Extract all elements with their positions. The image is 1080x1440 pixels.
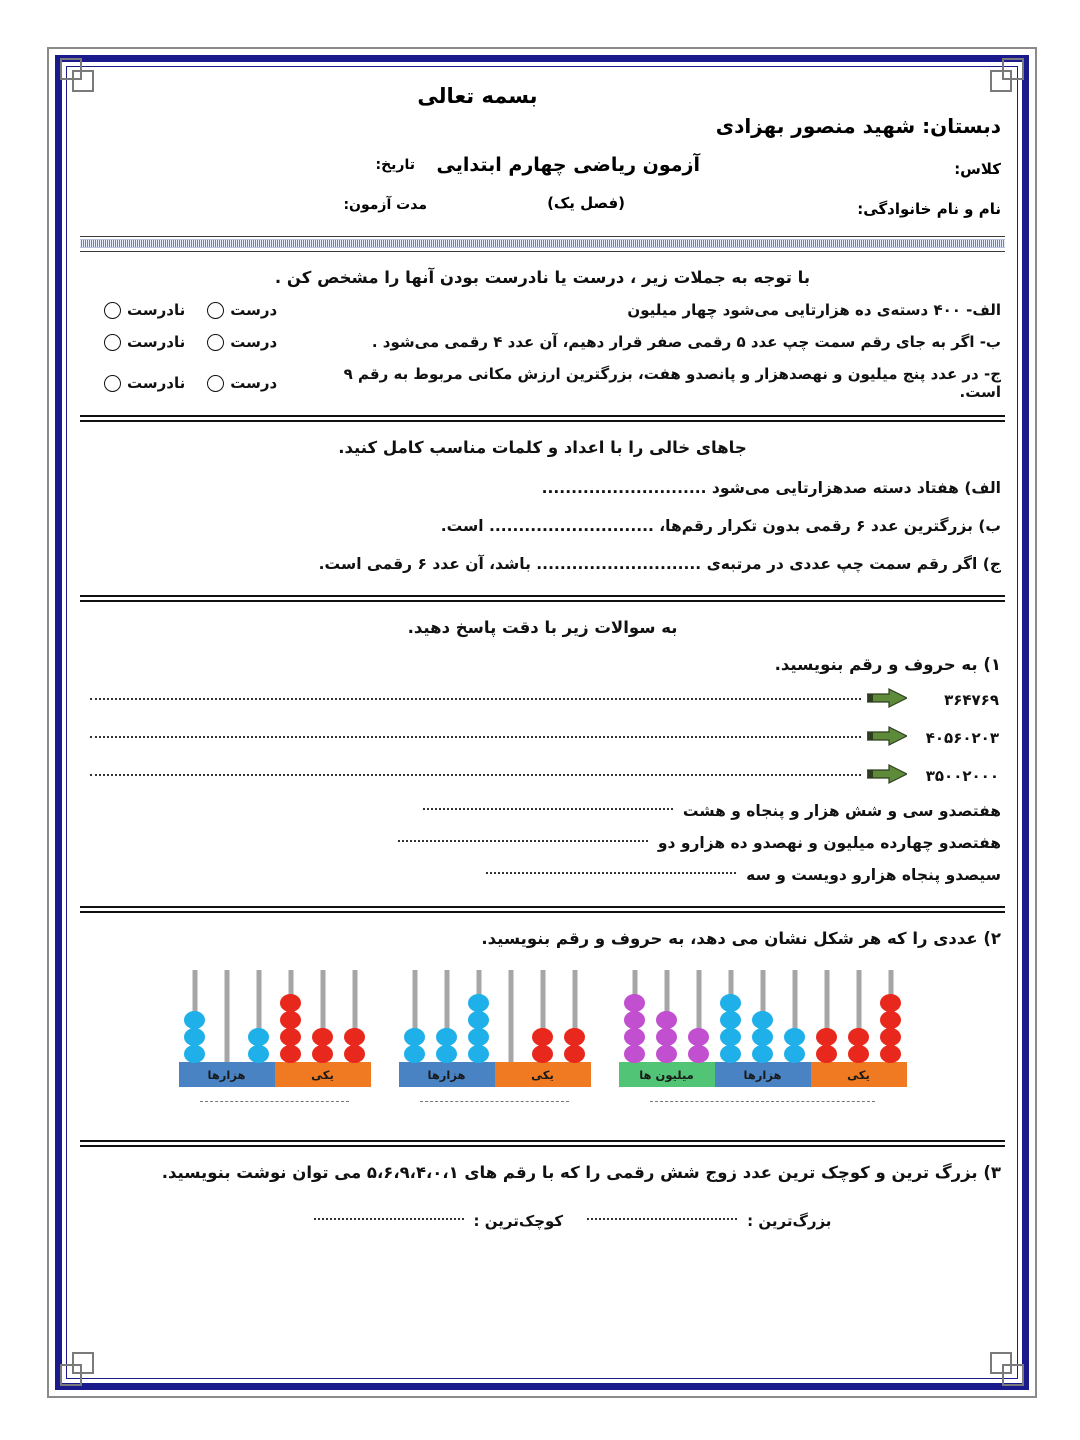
question3-largest-label: بزرگ‌ترین : [747,1212,832,1230]
question1-word-blank[interactable] [486,872,736,874]
abacus-bead [720,994,741,1012]
student-name-field-label: نام و نام خانوادگی: [857,200,1001,218]
abacus-rod [875,970,907,1062]
abacus-bead [880,1011,901,1029]
abacus [179,970,371,1102]
question1-word-text: سیصدو پنجاه هزارو دویست و سه [746,866,1001,884]
question3-title: ۳) بزرگ ترین و کوچک ترین عدد زوج شش رقمی را که با رقم های ۵،۶،۹،۴،۰،۱ می توان نوشت بنویسید. [161,1163,1001,1182]
fill-prompt: جاهای خالی را با اعداد و کلمات مناسب کامل کنید. [338,438,747,457]
questions-prompt: به سوالات زیر با دقت پاسخ دهید. [407,618,678,637]
abacus-answer-blank[interactable] [650,1101,875,1102]
question1-word-row [80,866,1005,884]
abacus-label-ones: یکی [811,1062,907,1087]
abacus-bead [404,1045,425,1063]
abacus-label-thousands: هزارها [179,1062,275,1087]
abacus-rod [651,970,683,1062]
abacus-rod [715,970,747,1062]
abacus-bead [816,1045,837,1063]
abacus-bead [720,1011,741,1029]
abacus-rod [843,970,875,1062]
abacus-bead [720,1045,741,1063]
worksheet-header [80,72,1005,232]
section-divider-3 [80,906,1005,913]
abacus-bead [752,1028,773,1046]
abacus-bead [184,1028,205,1046]
abacus-rods [399,970,591,1062]
abacus-bead [344,1045,365,1063]
abacus-rod [747,970,779,1062]
abacus [619,970,907,1102]
fill-text-after: باشد، آن عدد ۶ رقمی است. [318,555,537,573]
truefalse-option-false-label: نادرست [127,374,186,392]
duration-field-label: مدت آزمون: [343,197,427,213]
arrow-right-icon [867,688,907,708]
question1-word-row [80,802,1005,820]
question1-title: ۱) به حروف و رقم بنویسید. [774,655,1001,674]
truefalse-option-true-label: درست [230,374,278,392]
abacus-rod [339,970,371,1062]
truefalse-option-false[interactable] [104,333,185,351]
section-divider-2 [80,595,1005,602]
truefalse-option-true[interactable] [207,374,277,392]
abacus-label-ones: یکی [275,1062,371,1087]
arrow-right-icon [867,726,907,746]
abacus-rod [211,970,243,1062]
abacus-bead [280,1011,301,1029]
abacus-label-millions: میلیون ها [619,1062,715,1087]
abacus-bead [468,1045,489,1063]
abacus-rod [431,970,463,1062]
abacus-bead [656,1028,677,1046]
radio-circle-icon[interactable] [207,302,224,319]
question1-number-row [80,726,1005,750]
truefalse-option-false[interactable] [104,374,185,392]
abacus-bead [656,1045,677,1063]
abacus-bead [532,1028,553,1046]
abacus-bead [280,1028,301,1046]
abacus-place-labels [619,1062,907,1087]
abacus [399,970,591,1102]
question1-number-value: ۴۰۵۶۰۲۰۳ [925,729,999,747]
abacus-place-labels [399,1062,591,1087]
header-separator [80,236,1005,252]
question1-word-row [80,834,1005,852]
question1-word-text: هفتصدو سی و شش هزار و پنجاه و هشت [682,802,1001,820]
question1-answer-blank[interactable] [90,736,861,738]
abacus-label-thousands: هزارها [715,1062,811,1087]
abacus-bead [688,1045,709,1063]
abacus-rod [619,970,651,1062]
truefalse-option-false-label: نادرست [127,301,186,319]
truefalse-row [80,301,1005,319]
abacus-bead [848,1028,869,1046]
abacus-bead [344,1028,365,1046]
fill-row [80,555,1005,573]
truefalse-list [80,301,1005,401]
question1-number-value: ۳۶۴۷۶۹ [944,691,999,709]
fill-list [80,479,1005,573]
abacus-rod [683,970,715,1062]
fill-blank[interactable]: ............................ [541,479,707,497]
question3-smallest-label: کوچک‌ترین : [473,1212,564,1230]
abacus-bead [436,1045,457,1063]
abacus-bead [752,1045,773,1063]
section-divider-1 [80,415,1005,422]
abacus-bead [312,1045,333,1063]
abacus-bead [624,1028,645,1046]
truefalse-option-true-label: درست [230,301,278,319]
arrow-right-icon-wrap [867,726,907,750]
radio-circle-icon[interactable] [104,334,121,351]
exam-title: آزمون ریاضی چهارم ابتدایی [436,154,700,176]
section-divider-4 [80,1140,1005,1147]
truefalse-option-false-label: نادرست [127,333,186,351]
arrow-right-icon-wrap [867,764,907,788]
truefalse-statement: ب- اگر به جای رقم سمت چپ عدد ۵ رقمی صفر قرار دهیم، آن عدد ۴ رقمی می‌شود . [371,333,1001,351]
fill-row [80,479,1005,497]
abacus-label-thousands: هزارها [399,1062,495,1087]
abacus-bead [248,1045,269,1063]
class-field-label: کلاس: [954,160,1001,178]
abacus-bead [848,1045,869,1063]
abacus-bead [468,1011,489,1029]
abacus-bead [564,1045,585,1063]
abacus-rod [463,970,495,1062]
question1-word-text: هفتصدو چهارده میلیون و نهصدو ده هزارو دو [657,834,1001,852]
truefalse-prompt: با توجه به جملات زیر ، درست یا نادرست بودن آنها را مشخص کن . [274,268,811,287]
abacus-rod-stick [224,970,229,1062]
radio-circle-icon[interactable] [104,302,121,319]
radio-circle-icon[interactable] [104,375,121,392]
abacus-bead [656,1011,677,1029]
arrow-right-icon [867,764,907,784]
abacus-rods [179,970,371,1062]
abacus-rod [559,970,591,1062]
radio-circle-icon[interactable] [207,375,224,392]
question3-smallest-blank[interactable] [314,1218,464,1220]
fill-text-before: ب) بزرگترین عدد ۶ رقمی بدون تکرار رقم‌ها، [653,517,1001,535]
question1-answer-blank[interactable] [90,698,861,700]
abacus-bead [784,1028,805,1046]
date-field-label: تاریخ: [375,157,415,173]
worksheet-content [80,72,1005,1372]
truefalse-row [80,365,1005,401]
abacus-answer-blank[interactable] [420,1101,570,1102]
abacus-rod [179,970,211,1062]
abacus-rod [779,970,811,1062]
bismillah-text: بسمه تعالی [417,84,538,108]
abacus-bead [752,1011,773,1029]
abacus-bead [248,1028,269,1046]
abacus-rod [527,970,559,1062]
abacus-bead [280,994,301,1012]
abacus-answer-blank[interactable] [200,1101,350,1102]
fill-text-before: الف) هفتاد دسته صدهزارتایی می‌شود [706,479,1001,497]
exam-chapter: (فصل یک) [547,194,625,212]
fill-blank[interactable]: ............................ [536,555,702,573]
abacus-rod-stick [508,970,513,1062]
abacus-bead [404,1028,425,1046]
abacus-rod [811,970,843,1062]
question1-number-row [80,764,1005,788]
abacus-bead [624,994,645,1012]
abacus-place-labels [179,1062,371,1087]
abacus-bead [880,1045,901,1063]
question1-word-blank[interactable] [398,840,648,842]
question1-answer-blank[interactable] [90,774,861,776]
abacus-rod [275,970,307,1062]
abacus-bead [280,1045,301,1063]
abacus-bead [880,994,901,1012]
abacus-bead [184,1045,205,1063]
abacus-bead [624,1045,645,1063]
abacus-rods [619,970,907,1062]
abacus-bead [532,1045,553,1063]
truefalse-row [80,333,1005,351]
abacus-rod [307,970,339,1062]
abacus-bead [184,1011,205,1029]
abacus-label-ones: یکی [495,1062,591,1087]
abacus-bead [880,1028,901,1046]
fill-text-before: ج) اگر رقم سمت چپ عددی در مرتبه‌ی [701,555,1001,573]
truefalse-statement: ج- در عدد پنج میلیون و نهصدهزار و پانصدو هفت، بزرگترین ارزش مکانی مربوط به رقم ۹ است. [343,365,1001,401]
separator-band [80,239,1005,248]
abacus-bead [688,1028,709,1046]
question1-number-value: ۳۵۰۰۲۰۰۰ [925,767,999,785]
truefalse-option-true-label: درست [230,333,278,351]
question3-answers [80,1212,1005,1230]
question2-title: ۲) عددی را که هر شکل نشان می دهد، به حروف و رقم بنویسید. [481,929,1001,948]
fill-row [80,517,1005,535]
abacus-bead [784,1045,805,1063]
fill-text-after: است. [440,517,489,535]
arrow-right-icon-wrap [867,688,907,712]
abacus-rod [243,970,275,1062]
abacus-group [80,970,1005,1102]
truefalse-option-false[interactable] [104,301,185,319]
abacus-bead [312,1028,333,1046]
abacus-bead [564,1028,585,1046]
abacus-bead [436,1028,457,1046]
question1-number-row [80,688,1005,712]
question1-word-lines [80,802,1005,884]
fill-blank[interactable]: ............................ [489,517,654,535]
question1-number-lines [80,688,1005,788]
abacus-bead [816,1028,837,1046]
abacus-bead [624,1011,645,1029]
abacus-rod [399,970,431,1062]
abacus-bead [720,1028,741,1046]
truefalse-option-true[interactable] [207,333,277,351]
abacus-rod [495,970,527,1062]
truefalse-statement: الف- ۴۰۰ دسته‌ی ده هزارتایی می‌شود چهار میلیون [627,301,1001,319]
radio-circle-icon[interactable] [207,334,224,351]
question1-word-blank[interactable] [423,808,673,810]
school-name: دبستان: شهید منصور بهزادی [715,114,1001,138]
abacus-bead [468,1028,489,1046]
truefalse-option-true[interactable] [207,301,277,319]
question3-largest-blank[interactable] [587,1218,737,1220]
abacus-bead [468,994,489,1012]
